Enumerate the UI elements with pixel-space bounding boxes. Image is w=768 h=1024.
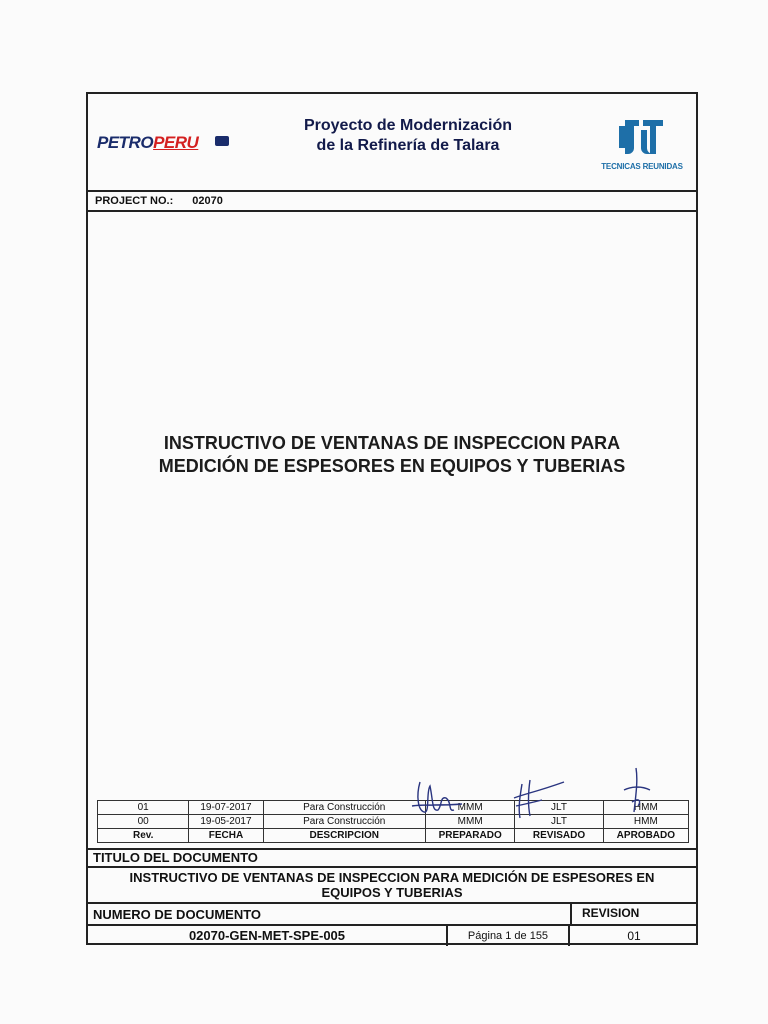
descripcion-header: DESCRIPCION: [263, 829, 425, 843]
petroperu-logo: [97, 130, 232, 156]
titulo-line1: INSTRUCTIVO DE VENTANAS DE INSPECCION PARA MEDICIÓN DE ESPESORES EN: [129, 870, 655, 885]
project-title: [248, 116, 568, 156]
document-number: 02070-GEN-MET-SPE-005: [188, 928, 346, 943]
titulo-label: TITULO DEL DOCUMENTO: [88, 848, 696, 866]
revisado-header: REVISADO: [515, 829, 603, 843]
rev-cell: 01: [98, 801, 189, 815]
main-title-line1: INSTRUCTIVO DE VENTANAS DE INSPECCION PARA: [163, 433, 621, 453]
project-number-label: PROJECT NO.:: [95, 195, 174, 207]
petroperu-logo-part2: PERU: [153, 133, 199, 152]
revision-header-row: [98, 829, 689, 843]
preparado-cell: MMM: [425, 801, 514, 815]
preparado-cell: MMM: [425, 815, 514, 829]
rev-header: Rev.: [98, 829, 189, 843]
aprobado-cell: HMM: [603, 801, 688, 815]
titulo-line2: EQUIPOS Y TUBERIAS: [321, 885, 463, 900]
preparado-header: PREPARADO: [425, 829, 514, 843]
page-count: Página 1 de 155: [446, 926, 570, 946]
numero-row: [88, 902, 696, 924]
numero-label: NUMERO DE DOCUMENTO: [93, 907, 262, 922]
main-title-line2: MEDICIÓN DE ESPESORES EN EQUIPOS Y TUBERIAS: [158, 456, 626, 476]
petroperu-logo-part1: PETRO: [97, 133, 154, 152]
revisado-cell: JLT: [515, 815, 603, 829]
revision-row: [98, 815, 689, 829]
descripcion-cell: Para Construcción: [263, 801, 425, 815]
revision-number: 01: [627, 929, 641, 943]
aprobado-cell: HMM: [603, 815, 688, 829]
revisado-cell: JLT: [515, 801, 603, 815]
project-title-line2: de la Refinería de Talara: [316, 137, 500, 154]
document-header: [88, 94, 696, 192]
project-number-value: 02070: [192, 195, 223, 207]
fecha-cell: 19-07-2017: [189, 801, 263, 815]
fecha-header: FECHA: [189, 829, 263, 843]
tr-logo-mark-icon: [597, 114, 687, 162]
tecnicas-reunidas-logo: [597, 114, 687, 178]
project-number-row: [88, 192, 696, 212]
revision-label: REVISION: [570, 904, 698, 924]
document-main-title: [88, 432, 696, 478]
descripcion-cell: Para Construcción: [263, 815, 425, 829]
fecha-cell: 19-05-2017: [189, 815, 263, 829]
petroperu-emblem-icon: [215, 136, 229, 146]
revision-row: [98, 801, 689, 815]
rev-cell: 00: [98, 815, 189, 829]
document-number-row: [88, 924, 696, 946]
revision-table: [97, 800, 689, 843]
titulo-value: [88, 866, 696, 902]
document-frame: [86, 92, 698, 945]
tr-logo-text: TECNICAS REUNIDAS: [601, 162, 683, 171]
aprobado-header: APROBADO: [603, 829, 688, 843]
project-title-line1: Proyecto de Modernización: [303, 117, 513, 134]
